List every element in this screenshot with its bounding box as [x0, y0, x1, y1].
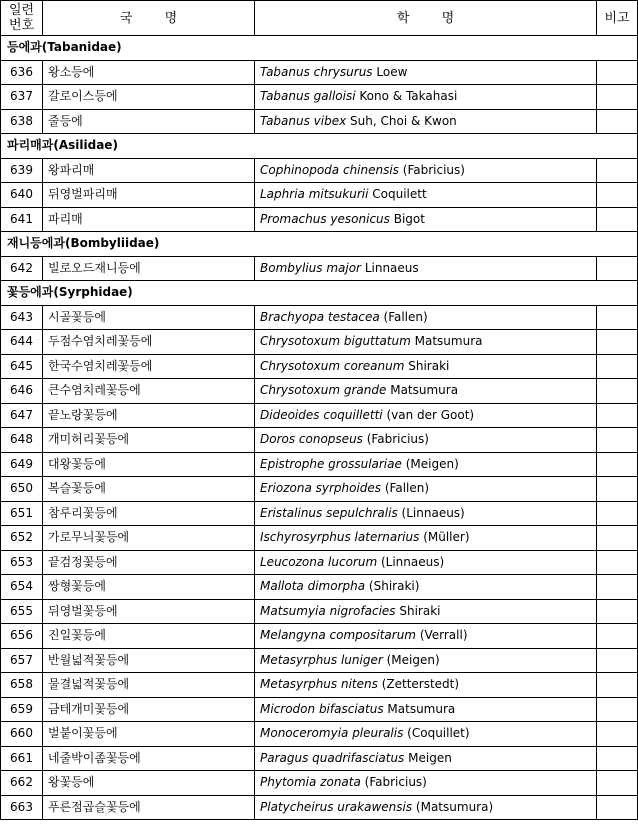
scientific-name: [255, 183, 597, 208]
serial-number: 663: [1, 795, 43, 820]
author-name: Linnaeus: [364, 260, 419, 275]
binomial-name: Eriozona syrphoides: [260, 481, 382, 496]
scientific-name: [255, 379, 597, 404]
remark-cell: [597, 330, 638, 355]
serial-number: 644: [1, 330, 43, 355]
remark-cell: [597, 158, 638, 183]
author-name: Suh, Choi & Kwon: [350, 113, 457, 128]
scientific-name: [255, 697, 597, 722]
remark-cell: [597, 428, 638, 453]
korean-name: 가로무늬꽃등에: [43, 526, 255, 551]
serial-number: 642: [1, 256, 43, 281]
serial-number: 651: [1, 501, 43, 526]
species-row: [1, 60, 638, 85]
species-row: [1, 575, 638, 600]
binomial-name: Epistrophe grossulariae: [260, 456, 402, 471]
serial-number: 662: [1, 771, 43, 796]
header-remark: 비고: [597, 1, 638, 36]
korean-name: 빌로오드재니등에: [43, 256, 255, 281]
serial-number: 653: [1, 550, 43, 575]
author-name: Bigot: [393, 211, 425, 226]
remark-cell: [597, 305, 638, 330]
korean-name: 왕꽃등에: [43, 771, 255, 796]
species-row: [1, 183, 638, 208]
species-row: [1, 109, 638, 134]
author-name: (Fabricius): [402, 162, 465, 177]
species-table-body: [1, 1, 638, 820]
serial-number: 660: [1, 722, 43, 747]
korean-name: 뒤영벌꽃등에: [43, 599, 255, 624]
scientific-name: [255, 526, 597, 551]
scientific-name: [255, 599, 597, 624]
family-row: [1, 36, 638, 61]
scientific-name: [255, 85, 597, 110]
species-row: [1, 501, 638, 526]
binomial-name: Tabanus chrysurus: [260, 64, 373, 79]
scientific-name: [255, 158, 597, 183]
serial-number: 641: [1, 207, 43, 232]
author-name: Shiraki: [399, 603, 441, 618]
binomial-name: Laphria mitsukurii: [260, 187, 369, 202]
species-row: [1, 746, 638, 771]
scientific-name: [255, 771, 597, 796]
korean-name: 왕소등에: [43, 60, 255, 85]
scientific-name: [255, 207, 597, 232]
remark-cell: [597, 550, 638, 575]
species-row: [1, 697, 638, 722]
korean-name: 왕파리매: [43, 158, 255, 183]
scientific-name: [255, 256, 597, 281]
author-name: Loew: [376, 64, 408, 79]
species-row: [1, 330, 638, 355]
korean-name: 쌍형꽃등에: [43, 575, 255, 600]
family-row: [1, 232, 638, 257]
binomial-name: Dideoides coquilletti: [260, 407, 383, 422]
serial-number: 645: [1, 354, 43, 379]
species-row: [1, 795, 638, 820]
author-name: (Shiraki): [368, 579, 420, 594]
species-row: [1, 256, 638, 281]
species-row: [1, 85, 638, 110]
korean-name: 참루리꽃등에: [43, 501, 255, 526]
author-name: Kono & Takahasi: [359, 89, 458, 104]
serial-number: 654: [1, 575, 43, 600]
binomial-name: Ischyrosyrphus laternarius: [260, 530, 420, 545]
remark-cell: [597, 207, 638, 232]
species-row: [1, 354, 638, 379]
header-serial-number: 일련 번호: [1, 1, 43, 36]
remark-cell: [597, 477, 638, 502]
scientific-name: [255, 428, 597, 453]
korean-name: 벌붙이꽃등에: [43, 722, 255, 747]
species-row: [1, 477, 638, 502]
remark-cell: [597, 183, 638, 208]
author-name: (Meigen): [386, 652, 440, 667]
korean-name: 진일꽃등에: [43, 624, 255, 649]
korean-name: 푸른점곱슬꽃등에: [43, 795, 255, 820]
author-name: (Fabricius): [364, 775, 427, 790]
korean-name: 줄등에: [43, 109, 255, 134]
binomial-name: Phytomia zonata: [260, 775, 361, 790]
header-scientific-name: 학 명: [255, 1, 597, 36]
scientific-name: [255, 722, 597, 747]
binomial-name: Paragus quadrifasciatus: [260, 750, 405, 765]
binomial-name: Chrysotoxum biguttatum: [260, 334, 411, 349]
serial-number: 640: [1, 183, 43, 208]
remark-cell: [597, 697, 638, 722]
species-row: [1, 722, 638, 747]
scientific-name: [255, 550, 597, 575]
author-name: (Linnaeus): [401, 505, 465, 520]
author-name: (Matsumura): [415, 799, 494, 814]
binomial-name: Chrysotoxum coreanum: [260, 358, 405, 373]
binomial-name: Microdon bifasciatus: [260, 701, 384, 716]
table-header-row: [1, 1, 638, 36]
serial-number: 639: [1, 158, 43, 183]
serial-number: 650: [1, 477, 43, 502]
korean-name: 뒤영벌파리매: [43, 183, 255, 208]
author-name: (Verrall): [419, 628, 468, 643]
korean-name: 반월넓적꽃등에: [43, 648, 255, 673]
remark-cell: [597, 771, 638, 796]
species-row: [1, 673, 638, 698]
serial-number: 647: [1, 403, 43, 428]
author-name: (Zetterstedt): [381, 677, 460, 692]
serial-number: 658: [1, 673, 43, 698]
scientific-name: [255, 648, 597, 673]
remark-cell: [597, 354, 638, 379]
scientific-name: [255, 330, 597, 355]
author-name: (Coquillet): [407, 726, 470, 741]
korean-name: 복슬꽃등에: [43, 477, 255, 502]
author-name: (Meigen): [405, 456, 459, 471]
remark-cell: [597, 501, 638, 526]
author-name: Matsumura: [387, 701, 456, 716]
author-name: Matsumura: [390, 383, 459, 398]
korean-name: 끝검정꽃등에: [43, 550, 255, 575]
scientific-name: [255, 575, 597, 600]
scientific-name: [255, 746, 597, 771]
korean-name: 큰수염치레꽃등에: [43, 379, 255, 404]
binomial-name: Bombylius major: [260, 260, 361, 275]
korean-name: 네줄박이좀꽃등에: [43, 746, 255, 771]
species-row: [1, 452, 638, 477]
korean-name: 개미허리꽃등에: [43, 428, 255, 453]
korean-name: 대왕꽃등에: [43, 452, 255, 477]
scientific-name: [255, 403, 597, 428]
serial-number: 643: [1, 305, 43, 330]
binomial-name: Cophinopoda chinensis: [260, 162, 399, 177]
scientific-name: [255, 60, 597, 85]
korean-name: 갈로이스등에: [43, 85, 255, 110]
remark-cell: [597, 795, 638, 820]
binomial-name: Promachus yesonicus: [260, 211, 390, 226]
remark-cell: [597, 746, 638, 771]
remark-cell: [597, 109, 638, 134]
remark-cell: [597, 379, 638, 404]
binomial-name: Matsumyia nigrofacies: [260, 603, 396, 618]
serial-number: 656: [1, 624, 43, 649]
serial-number: 657: [1, 648, 43, 673]
serial-number: 649: [1, 452, 43, 477]
binomial-name: Platycheirus urakawensis: [260, 799, 413, 814]
serial-number: 652: [1, 526, 43, 551]
binomial-name: Mallota dimorpha: [260, 579, 366, 594]
family-label: 재니등에과(Bombyliidae): [1, 232, 638, 257]
author-name: Coquilett: [372, 187, 427, 202]
binomial-name: Brachyopa testacea: [260, 309, 380, 324]
species-row: [1, 550, 638, 575]
scientific-name: [255, 795, 597, 820]
author-name: Meigen: [408, 750, 452, 765]
species-row: [1, 624, 638, 649]
species-row: [1, 599, 638, 624]
korean-name: 두점수염치레꽃등에: [43, 330, 255, 355]
serial-number: 661: [1, 746, 43, 771]
family-row: [1, 281, 638, 306]
binomial-name: Metasyrphus nitens: [260, 677, 378, 692]
remark-cell: [597, 624, 638, 649]
species-row: [1, 428, 638, 453]
serial-number: 637: [1, 85, 43, 110]
binomial-name: Doros conopseus: [260, 432, 363, 447]
species-row: [1, 771, 638, 796]
species-row: [1, 403, 638, 428]
family-label: 꽃등에과(Syrphidae): [1, 281, 638, 306]
species-row: [1, 526, 638, 551]
species-row: [1, 648, 638, 673]
author-name: (Linnaeus): [380, 554, 445, 569]
remark-cell: [597, 403, 638, 428]
author-name: Matsumura: [414, 334, 483, 349]
author-name: Shiraki: [408, 358, 450, 373]
korean-name: 금테개미꽃등에: [43, 697, 255, 722]
binomial-name: Metasyrphus luniger: [260, 652, 383, 667]
species-row: [1, 158, 638, 183]
korean-name: 물결넓적꽃등에: [43, 673, 255, 698]
binomial-name: Tabanus vibex: [260, 113, 347, 128]
header-korean-name: 국 명: [43, 1, 255, 36]
serial-number: 655: [1, 599, 43, 624]
korean-name: 파리매: [43, 207, 255, 232]
author-name: (Fallen): [383, 309, 428, 324]
serial-number: 636: [1, 60, 43, 85]
serial-number: 659: [1, 697, 43, 722]
binomial-name: Eristalinus sepulchralis: [260, 505, 398, 520]
serial-number: 646: [1, 379, 43, 404]
remark-cell: [597, 648, 638, 673]
species-row: [1, 379, 638, 404]
binomial-name: Leucozona lucorum: [260, 554, 378, 569]
remark-cell: [597, 575, 638, 600]
scientific-name: [255, 305, 597, 330]
remark-cell: [597, 673, 638, 698]
author-name: (Fabricius): [366, 432, 429, 447]
serial-number: 648: [1, 428, 43, 453]
species-row: [1, 207, 638, 232]
author-name: (van der Goot): [386, 407, 475, 422]
remark-cell: [597, 722, 638, 747]
remark-cell: [597, 85, 638, 110]
scientific-name: [255, 501, 597, 526]
scientific-name: [255, 354, 597, 379]
remark-cell: [597, 599, 638, 624]
korean-name: 시골꽃등에: [43, 305, 255, 330]
remark-cell: [597, 256, 638, 281]
binomial-name: Monoceromyia pleuralis: [260, 726, 404, 741]
korean-name: 끝노랑꽃등에: [43, 403, 255, 428]
scientific-name: [255, 477, 597, 502]
remark-cell: [597, 60, 638, 85]
scientific-name: [255, 624, 597, 649]
family-row: [1, 134, 638, 159]
family-label: 파리매과(Asilidae): [1, 134, 638, 159]
binomial-name: Tabanus galloisi: [260, 89, 356, 104]
family-label: 등에과(Tabanidae): [1, 36, 638, 61]
author-name: (Müller): [423, 530, 470, 545]
remark-cell: [597, 452, 638, 477]
author-name: (Fallen): [384, 481, 430, 496]
serial-number: 638: [1, 109, 43, 134]
scientific-name: [255, 452, 597, 477]
scientific-name: [255, 109, 597, 134]
scientific-name: [255, 673, 597, 698]
species-row: [1, 305, 638, 330]
korean-name: 한국수염치레꽃등에: [43, 354, 255, 379]
binomial-name: Melangyna compositarum: [260, 628, 416, 643]
binomial-name: Chrysotoxum grande: [260, 383, 387, 398]
remark-cell: [597, 526, 638, 551]
